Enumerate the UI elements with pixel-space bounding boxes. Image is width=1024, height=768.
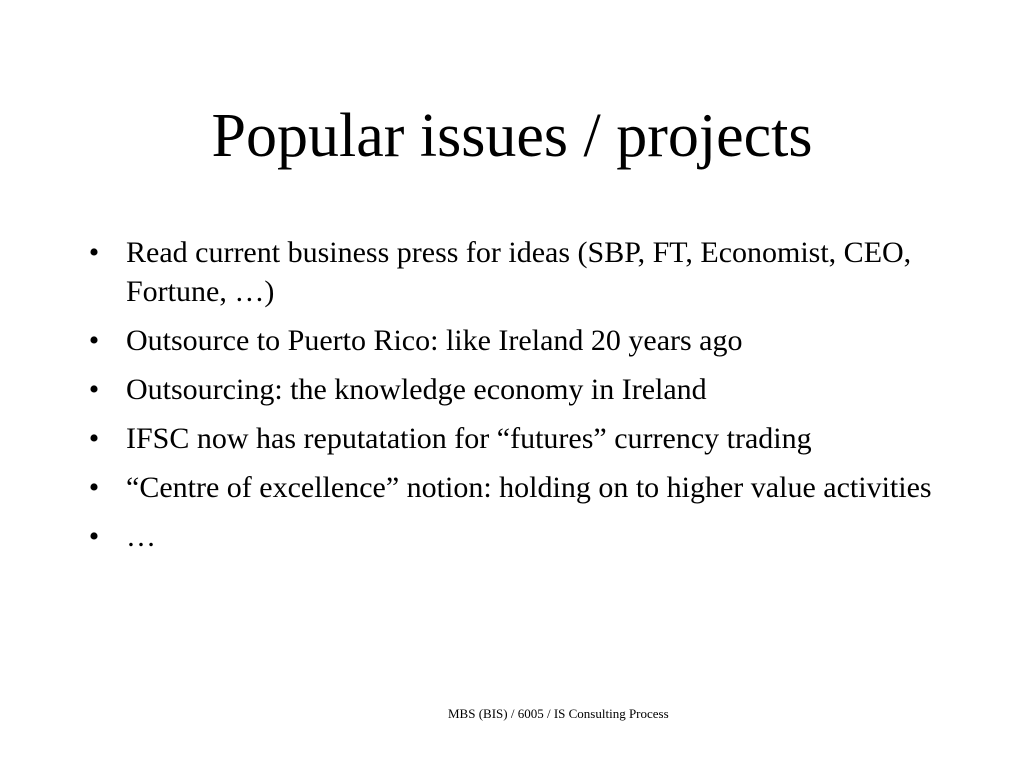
bullet-text: Read current business press for ideas (SBP, FT, Economist, CEO, Fortune, …): [126, 236, 912, 308]
bullet-icon: •: [88, 236, 100, 269]
bullet-item: [84, 419, 964, 458]
bullet-text: Outsource to Puerto Rico: like Ireland 20 years ago: [126, 324, 743, 357]
bullet-icon: •: [88, 373, 100, 406]
bullet-icon: •: [88, 324, 100, 357]
bullet-item: [84, 468, 964, 507]
bullet-icon: •: [88, 471, 100, 504]
bullet-text: IFSC now has reputatation for “futures” currency trading: [126, 422, 812, 455]
bullet-item: [84, 370, 964, 409]
bullet-list: [84, 233, 964, 566]
bullet-text: Outsourcing: the knowledge economy in Ireland: [126, 373, 707, 406]
bullet-text: “Centre of excellence” notion: holding on to higher value activities: [126, 471, 932, 504]
slide-title: Popular issues / projects: [211, 102, 813, 170]
bullet-item: [84, 233, 964, 311]
bullet-text: …: [126, 520, 156, 553]
bullet-icon: •: [88, 422, 100, 455]
bullet-item: [84, 321, 964, 360]
slide-footer: MBS (BIS) / 6005 / IS Consulting Process: [448, 706, 669, 721]
bullet-icon: •: [88, 520, 100, 553]
bullet-item: [84, 517, 964, 556]
